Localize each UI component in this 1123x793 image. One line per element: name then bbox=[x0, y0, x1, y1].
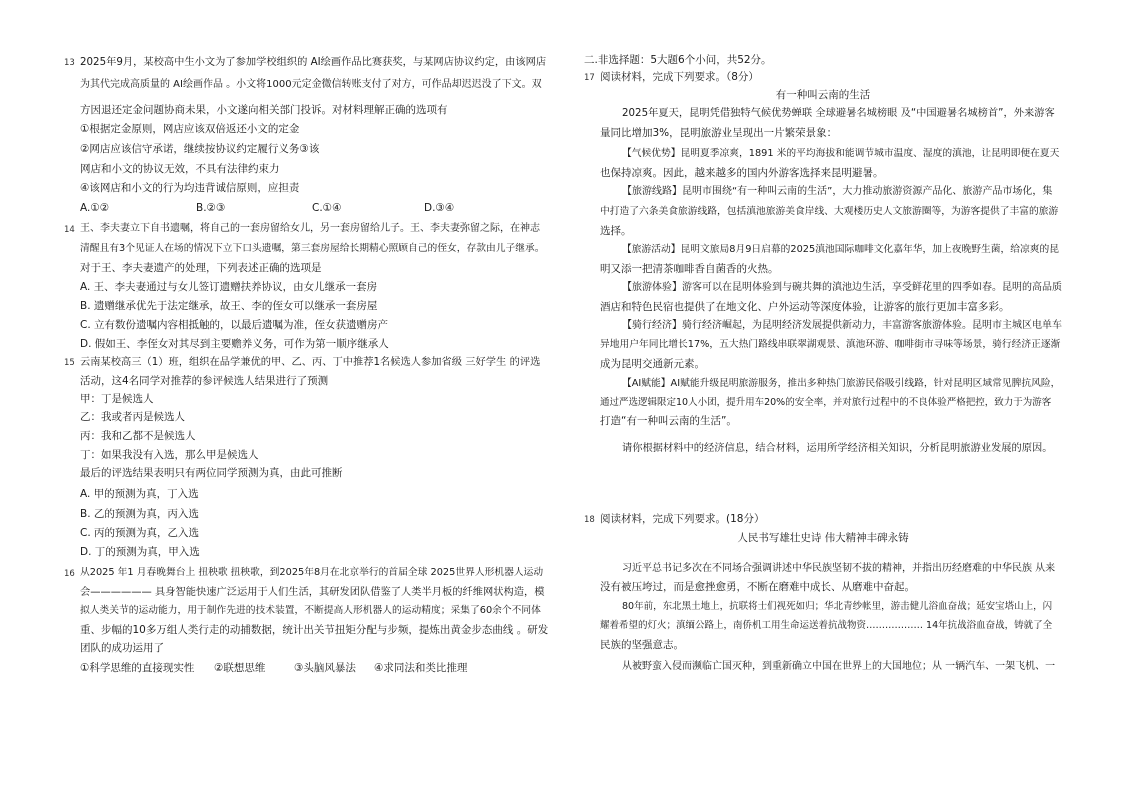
q16-line: 重、步幅的10多万组人类行走的动捕数据，统计出关节扭矩分配与步频，提炼出黄金步态曲线 。研发 bbox=[80, 624, 549, 636]
q17-para: 【AI赋能】AI赋能升级昆明旅游服务，推出多种热门旅游民俗吸引线路，针对昆明区域常见脾抗风险， bbox=[622, 378, 1061, 389]
q18-head: 阅读材料，完成下列要求。(18分） bbox=[600, 513, 765, 525]
q18-line: 80年前，东北黑土地上，抗联将士们视死如归；华北青纱帐里，游击健儿浴血奋战；延安宝塔山上，闪 bbox=[622, 601, 1053, 612]
q16-line: 从2025 年1 月春晚舞台上 扭秧歌 扭秧歌，到2025年8月在北京举行的首届全球 2025世界人形机器人运动 bbox=[80, 567, 544, 578]
q13-line: 方因退还定金问题协商未果，小文遂向相关部门投诉。对材料理解正确的选项有 bbox=[80, 104, 448, 116]
q17-para: 打造“有一种叫云南的生活”。 bbox=[600, 415, 737, 427]
question-14-number: 14 bbox=[64, 225, 75, 235]
q16-option-3[interactable]: ③头脑风暴法 bbox=[294, 662, 356, 674]
q15-item: 丁：如果我没有入选，那么甲是候选人 bbox=[80, 449, 259, 461]
q15-option-a[interactable]: A. 甲的预测为真，丁入选 bbox=[80, 488, 199, 500]
q15-line: 活动，这4名同学对推荐的参评候选人结果进行了预测 bbox=[80, 375, 329, 387]
q15-tail: 最后的评选结果表明只有两位同学预测为真，由此可推断 bbox=[80, 467, 343, 479]
q15-item: 甲：丁是候选人 bbox=[80, 393, 154, 405]
q17-para: 【旅游体验】游客可以在昆明体验到与碗共舞的滇池边生活，享受鲜花里的四季如春。昆明的高品质 bbox=[622, 282, 1062, 293]
q15-item: 乙：我或者丙是候选人 bbox=[80, 411, 185, 423]
q17-para: 通过严选逻辑限定10人小团，提升用车20%的安全率，并对旅行过程中的不良体验严格把控，致力于为游客 bbox=[600, 397, 1052, 408]
q16-line: 拟人类关节的运动能力，用于制作先进的技术装置，不断提高人形机器人的运动精度；采集了60余个不同体 bbox=[80, 605, 541, 616]
q17-para: 量同比增加3%，昆明旅游业呈现出一片繁荣景象： bbox=[600, 127, 838, 139]
q18-line: 耀着希望的灯火；滇缅公路上，南侨机工用生命运送着抗战物资……………… 14年抗战浴血奋战，铸就了全 bbox=[600, 620, 1053, 631]
question-16-number: 16 bbox=[64, 569, 75, 579]
q16-line: 会—————— 具身智能快速广泛运用于人们生活，其研发团队借鉴了人类半月板的纤维网状构造，模 bbox=[80, 586, 545, 598]
q15-option-c[interactable]: C. 丙的预测为真，乙入选 bbox=[80, 527, 200, 539]
q17-para: 明又添一把清茶咖啡香自菌香的火热。 bbox=[600, 263, 779, 275]
q13-option-b[interactable]: B.②③ bbox=[196, 202, 226, 214]
q18-line: 从被野蛮入侵而濒临亡国灭种，到重新确立中国在世界上的大国地位；从 一辆汽车、一架飞机、一 bbox=[622, 661, 1056, 672]
q13-item: ①根据定金原则，网店应该双倍返还小文的定金 bbox=[80, 123, 300, 135]
q16-option-1[interactable]: ①科学思维的直接现实性 bbox=[80, 662, 195, 674]
q17-para: 2025年夏天，昆明凭借独特气候优势蝉联 全球避暑名城榜眼 及“中国避暑名城榜首”，外来游客 bbox=[622, 107, 1055, 119]
q16-option-4[interactable]: ④求同法和类比推理 bbox=[374, 662, 468, 674]
q13-item: ②网店应该信守承诺，继续按协议约定履行义务③该 bbox=[80, 143, 320, 155]
q17-para: 选择。 bbox=[600, 225, 632, 237]
q15-option-d[interactable]: D. 丁的预测为真，甲入选 bbox=[80, 546, 200, 558]
q14-option-d[interactable]: D. 假如王、李侄女对其尽到主要赡养义务，可作为第一顺序继承人 bbox=[80, 338, 389, 350]
q17-para: 也保持凉爽。因此，越来越多的国内外游客选择来昆明避暑。 bbox=[600, 167, 884, 179]
q17-title: 有一种叫云南的生活 bbox=[775, 89, 871, 101]
q17-para: 【旅游线路】昆明市围绕“有一种叫云南的生活”，大力推动旅游资源产品化、旅游产品市场化，集 bbox=[622, 186, 1053, 197]
q18-line: 没有被压垮过，而是愈挫愈勇，不断在磨难中成长、从磨难中奋起。 bbox=[600, 581, 915, 593]
section-heading: 二.非选择题：5大题6个小问，共52分。 bbox=[584, 54, 772, 66]
question-13-number: 13 bbox=[64, 58, 75, 68]
q13-option-a[interactable]: A.①② bbox=[80, 202, 110, 214]
q17-para: 【气候优势】昆明夏季凉爽，1891 米的平均海拔和能调节城市温度、湿度的滇池，让昆明即便在夏天 bbox=[622, 148, 1060, 159]
q17-para: 中打造了六条美食旅游线路，包括滇池旅游美食岸线、大观楼历史人文旅游圈等，为游客提供了丰富的旅游 bbox=[600, 206, 1059, 217]
q18-title: 人民书写雄壮史诗 伟大精神丰碑永铸 bbox=[737, 532, 909, 544]
question-15-number: 15 bbox=[64, 358, 75, 368]
q15-item: 丙：我和乙都不是候选人 bbox=[80, 430, 196, 442]
q16-option-2[interactable]: ②联想思维 bbox=[214, 662, 266, 674]
q15-option-b[interactable]: B. 乙的预测为真，丙入选 bbox=[80, 508, 199, 520]
q13-item: ④该网店和小文的行为均违背诚信原则，应担责 bbox=[80, 182, 300, 194]
q14-option-b[interactable]: B. 遗赠继承优先于法定继承，故王、李的侄女可以继承一套房屋 bbox=[80, 300, 378, 312]
q14-line: 清醒且有3个见证人在场的情况下立下口头遗嘱，第三套房屋给长期精心照顾自己的侄女，存款由儿子继承。 bbox=[80, 243, 545, 254]
q13-line: 2025年9月，某校高中生小文为了参加学校组织的 AI绘画作品比赛获奖，与某网店协议约定，由该网店 bbox=[80, 56, 547, 68]
q13-line: 为其代完成高质量的 AI绘画作品 。小文将1000元定金微信转账支付了对方，可作品却迟迟没了下文。双 bbox=[80, 79, 542, 90]
q13-item: 网店和小文的协议无效，不具有法律约束力 bbox=[80, 163, 280, 175]
q13-option-d[interactable]: D.③④ bbox=[424, 202, 455, 214]
q17-para: 异地用户年同比增长17%，五大热门路线串联翠湖观景、滇池环游、咖啡街市寻味等场景，骑行经济正逐渐 bbox=[600, 339, 1061, 350]
q16-line: 团队的成功运用了 bbox=[80, 642, 164, 654]
q17-para: 【骑行经济】骑行经济崛起，为昆明经济发展提供新动力，丰富游客旅游体验。昆明市主城区电单车 bbox=[622, 320, 1062, 331]
q14-line: 王、李夫妻立下自书遗嘱，将自己的一套房留给女儿，另一套房留给儿子。王、李夫妻弥留之际，在神志 bbox=[80, 223, 540, 234]
q17-para: 【旅游活动】昆明文旅局8月9日启幕的2025滇池国际咖啡文化嘉年华，加上夜晚野生菌，给凉爽的昆 bbox=[622, 244, 1059, 255]
q13-option-c[interactable]: C.①④ bbox=[312, 202, 342, 214]
q18-line: 习近平总书记多次在不同场合强调讲述中华民族坚韧不拔的精神，并指出历经磨难的中华民族 从来 bbox=[622, 563, 1056, 574]
q17-para: 酒店和特色民宿也提供了在地文化、户外运动等深度体验，让游客的旅行更加丰富多彩。 bbox=[600, 301, 1010, 313]
q14-option-a[interactable]: A. 王、李夫妻通过与女儿签订遗赠扶养协议，由女儿继承一套房 bbox=[80, 281, 378, 293]
q17-question: 请你根据材料中的经济信息，结合材料，运用所学经济相关知识，分析昆明旅游业发展的原因。 bbox=[622, 442, 1053, 454]
q14-option-c[interactable]: C. 立有数份遗嘱内容相抵触的，以最后遗嘱为准，侄女获遗赠房产 bbox=[80, 319, 389, 331]
question-18-number: 18 bbox=[584, 515, 595, 525]
question-17-number: 17 bbox=[584, 73, 595, 83]
q14-line: 对于王、李夫妻遗产的处理，下列表述正确的选项是 bbox=[80, 262, 322, 274]
q17-head: 阅读材料，完成下列要求。（8分） bbox=[600, 71, 759, 83]
q18-line: 民族的坚强意志。 bbox=[600, 639, 684, 651]
q15-line: 云南某校高三（1）班，组织在品学兼优的甲、乙、丙、丁中推荐1名候选人参加省级 三好学生 的评选 bbox=[80, 356, 541, 368]
q17-para: 成为昆明交通新元素。 bbox=[600, 358, 705, 370]
